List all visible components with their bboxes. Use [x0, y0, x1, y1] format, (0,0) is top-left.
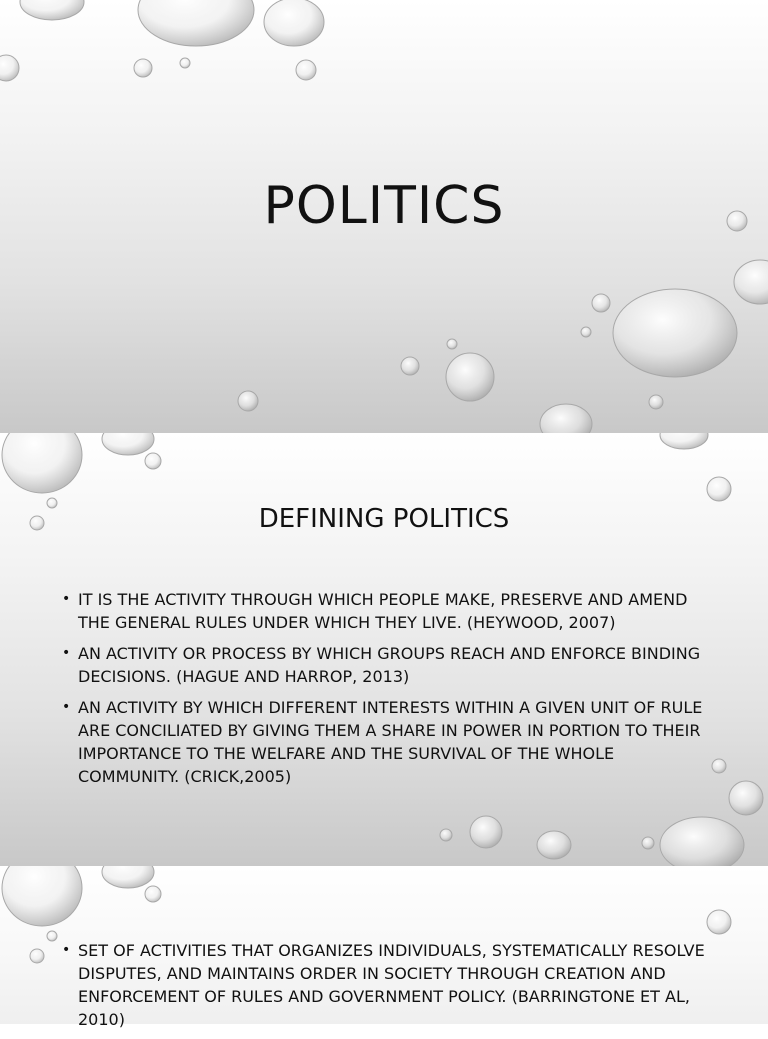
- water-drop: [2, 866, 82, 926]
- water-drop: [0, 55, 19, 81]
- definitions-list-continued: [60, 939, 712, 1039]
- water-drop: [238, 391, 258, 411]
- water-drop: [296, 60, 316, 80]
- definitions-list: [60, 588, 712, 796]
- water-drop: [613, 289, 737, 377]
- slide-heading: DEFINING POLITICS: [258, 504, 510, 534]
- water-drop: [712, 759, 726, 773]
- water-drop: [447, 339, 457, 349]
- bullet-icon: •: [62, 699, 71, 715]
- water-drop: [649, 395, 663, 409]
- water-drop: [660, 433, 708, 449]
- water-drop: [47, 931, 57, 941]
- list-item: [60, 588, 712, 634]
- list-item: [60, 696, 712, 788]
- water-drop: [581, 327, 591, 337]
- water-drop: [2, 433, 82, 493]
- water-drop: [707, 477, 731, 501]
- water-drop: [20, 0, 84, 20]
- water-drop: [264, 0, 324, 46]
- water-drop: [470, 816, 502, 848]
- water-drop: [138, 0, 254, 46]
- water-drop: [537, 831, 571, 859]
- list-item-text: IT IS THE ACTIVITY THROUGH WHICH PEOPLE MAKE, PRESERVE AND AMEND THE GENERAL RULES UNDER WHICH THEY LIVE. (HEYWOOD, 2007): [78, 590, 688, 632]
- water-drop: [180, 58, 190, 68]
- water-drop: [660, 817, 744, 866]
- water-drop: [729, 781, 763, 815]
- water-drop: [401, 357, 419, 375]
- water-drop: [642, 837, 654, 849]
- water-drop: [134, 59, 152, 77]
- list-item-text: AN ACTIVITY BY WHICH DIFFERENT INTERESTS WITHIN A GIVEN UNIT OF RULE ARE CONCILIATED BY GIVING THEM A SHARE IN POWER IN PORTION TO THEIR IMPORTANCE TO THE WELFARE AND THE SURVIVAL OF THE WHOLE COMMUNITY. (CRICK,2005): [78, 698, 703, 786]
- list-item-text: AN ACTIVITY OR PROCESS BY WHICH GROUPS REACH AND ENFORCE BINDING DECISIONS. (HAGUE AND HARROP, 2013): [78, 644, 701, 686]
- water-drop: [145, 886, 161, 902]
- list-item: [60, 939, 712, 1031]
- water-drop: [30, 949, 44, 963]
- water-drop: [102, 433, 154, 455]
- list-item-text: SET OF ACTIVITIES THAT ORGANIZES INDIVIDUALS, SYSTEMATICALLY RESOLVE DISPUTES, AND MAINTAINS ORDER IN SOCIETY THROUGH CREATION AND ENFORCEMENT OF RULES AND GOVERNMENT POLICY. (BARRINGTONE ET AL, 2010): [78, 941, 705, 1029]
- bullet-icon: •: [62, 942, 71, 958]
- slide-title-heading: POLITICS: [263, 176, 505, 236]
- bullet-icon: •: [62, 591, 71, 607]
- water-drop: [707, 910, 731, 934]
- list-item: [60, 642, 712, 688]
- water-drop: [734, 260, 768, 304]
- water-drop: [145, 453, 161, 469]
- water-drop: [446, 353, 494, 401]
- water-drop: [592, 294, 610, 312]
- water-drop: [540, 404, 592, 433]
- water-drop: [102, 866, 154, 888]
- bullet-icon: •: [62, 645, 71, 661]
- water-drop: [440, 829, 452, 841]
